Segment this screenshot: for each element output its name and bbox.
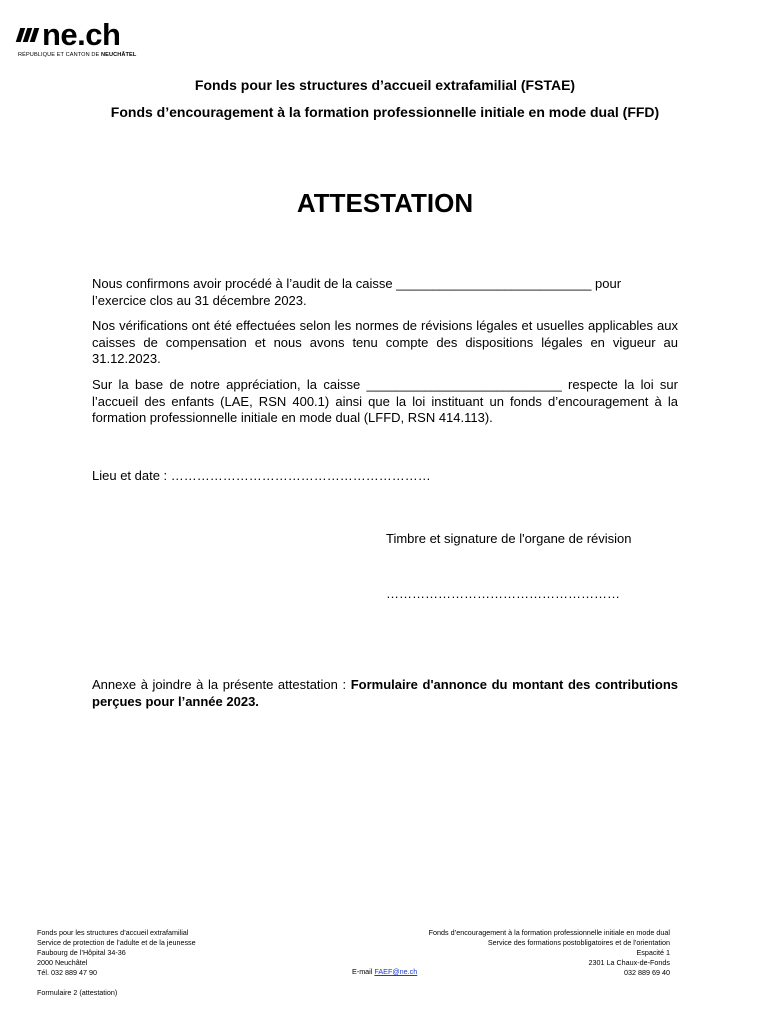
email-link[interactable]: FAEF@ne.ch	[374, 967, 418, 976]
paragraph-audit	[92, 276, 678, 309]
place-date-field[interactable]: Lieu et date : ……………………………………………………	[92, 468, 431, 483]
paragraph-audit-line-2: l’exercice clos au 31 décembre 2023.	[92, 292, 307, 308]
footer-right: Fonds d’encouragement à la formation professionnelle initiale en mode dual Service des formations postobligatoires et de l’orientation Espacité 1 2301 La Chaux-de-Fonds 032 889 69 40	[428, 928, 670, 977]
paragraph-verifications: Nos vérifications ont été effectuées selon les normes de révisions légales et usuelles applicables aux caisses de compensation et nous avons tenu compte des dispositions légales en vigueur au 31.12.2023.	[92, 318, 678, 366]
header-line-2: Fonds d’encouragement à la formation professionnelle initiale en mode dual (FFD)	[110, 104, 660, 120]
paragraph-appreciation: Sur la base de notre appréciation, la caisse ___________________________ respecte la loi sur l’accueil des enfants (LAE, RSN 400.1) ainsi que la loi instituant un fonds d’encouragement à la formation professionnelle initiale en mode dual (LFFD, RSN 414.113).	[92, 377, 678, 425]
header-line-1: Fonds pour les structures d’accueil extrafamilial (FSTAE)	[194, 77, 576, 93]
logo	[18, 17, 137, 58]
paragraph-audit-line-1: Nous confirmons avoir procédé à l’audit de la caisse ___________________________ pour	[92, 276, 622, 291]
signature-label: Timbre et signature de l'organe de révision	[386, 531, 632, 546]
logo-subtitle: RÉPUBLIQUE ET CANTON DE NEUCHÂTEL	[18, 52, 137, 58]
logo-text: ne.ch	[42, 17, 121, 52]
document-title: ATTESTATION	[296, 188, 474, 218]
form-reference: Formulaire 2 (attestation)	[37, 988, 118, 997]
annex-note: Annexe à joindre à la présente attestation : Formulaire d'annonce du montant des contributions perçues pour l’année 2023.	[92, 677, 679, 709]
logo-mark	[18, 17, 136, 52]
footer-left: Fonds pour les structures d’accueil extrafamilial Service de protection de l’adulte et de la jeunesse Faubourg de l’Hôpital 34-36 2000 Neuchâtel Tél. 032 889 47 90	[37, 928, 196, 977]
logo-slashes-icon	[18, 28, 37, 42]
footer-email: E-mail FAEF@ne.ch	[352, 967, 418, 976]
signature-line[interactable]: ………………………………………………	[386, 586, 620, 601]
